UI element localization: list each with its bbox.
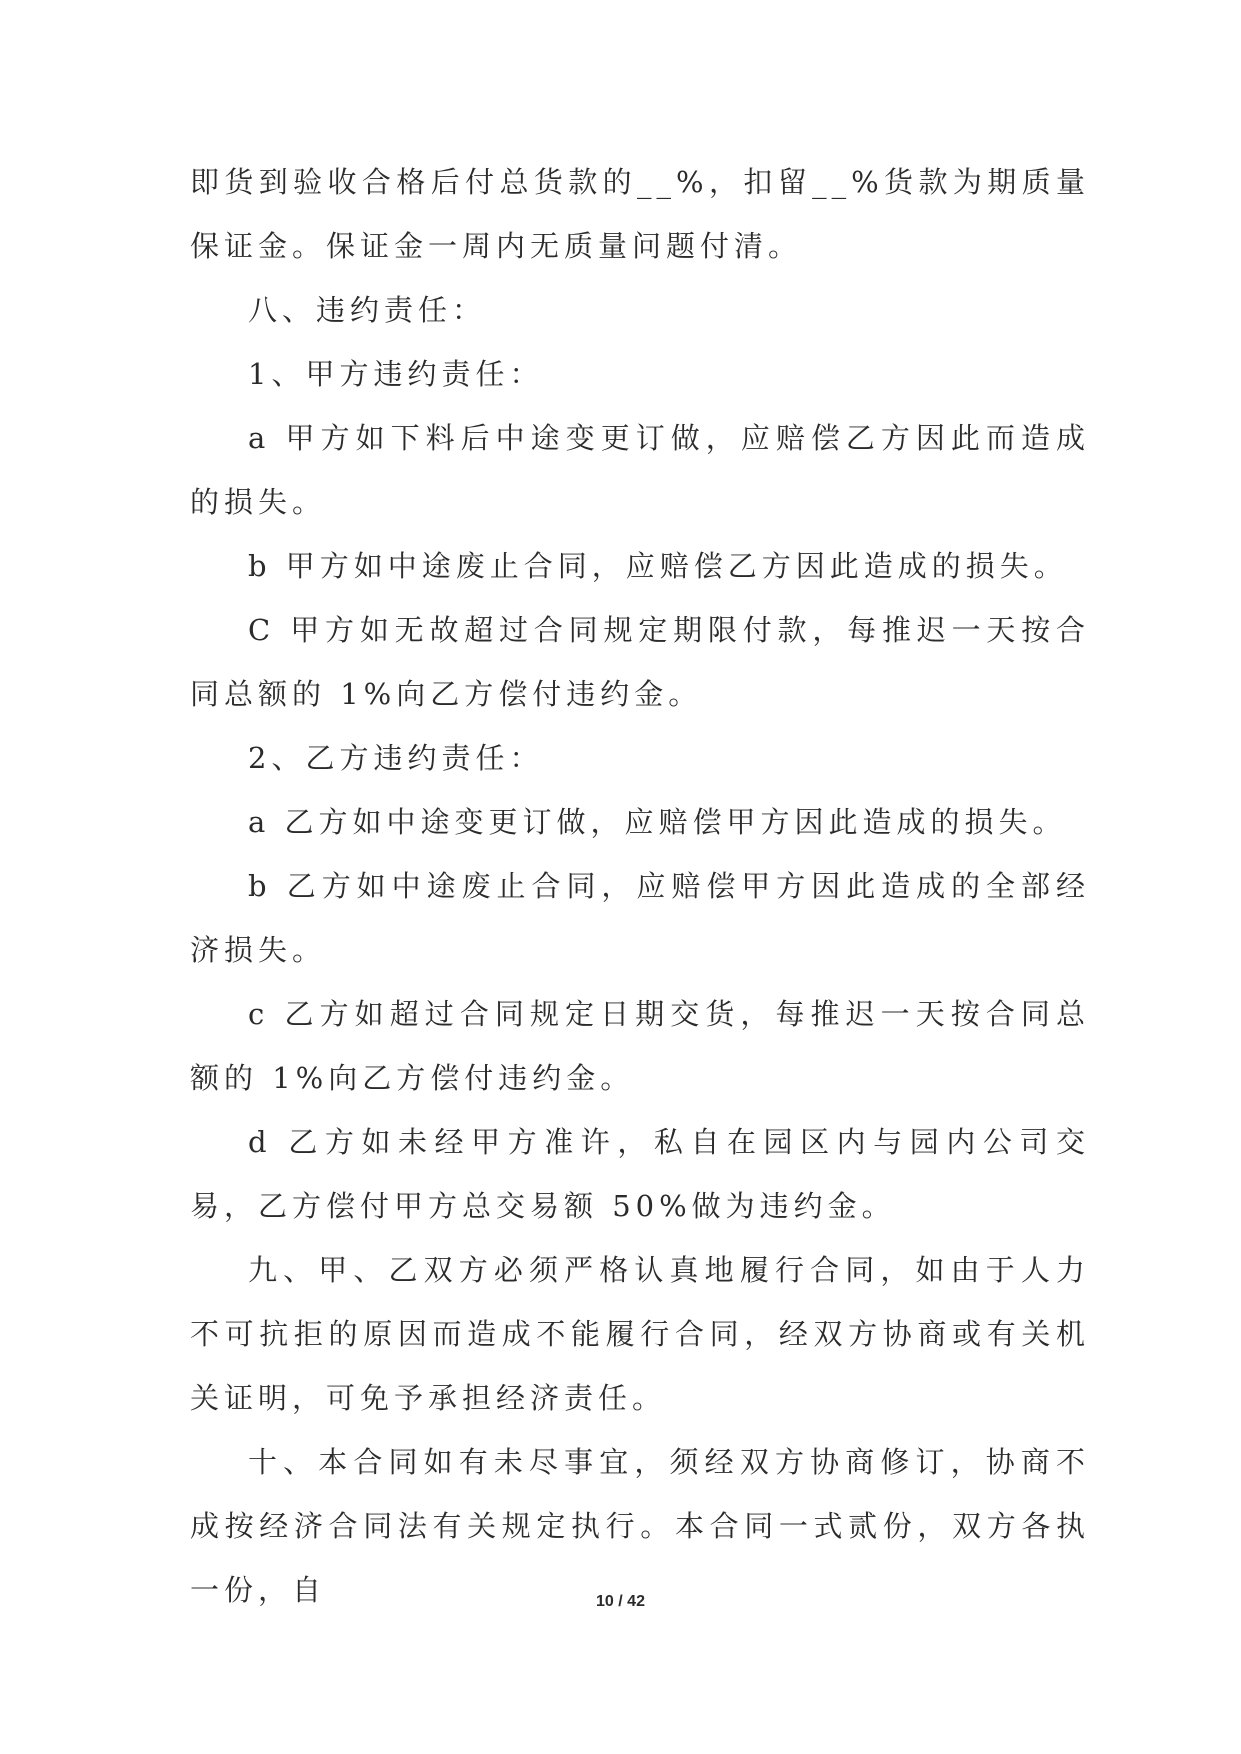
heading-breach-liability: 八、违约责任： [248,293,487,327]
paragraph-payment-terms: 即货到验收合格后付总货款的__%，扣留__%货款为期质量保证金。保证金一周内无质量问题付清。 [190,165,1090,263]
subheading-party-a-liability: 1、甲方违约责任： [248,357,544,391]
paragraph-party-a-item-b: b 甲方如中途废止合同，应赔偿乙方因此造成的损失。 [248,549,1068,583]
subheading-party-b-liability: 2、乙方违约责任： [248,741,544,775]
paragraph-party-b-item-c: c 乙方如超过合同规定日期交货，每推迟一天按合同总额的 1%向乙方偿付违约金。 [190,997,1090,1095]
paragraph-party-b-item-a: a 乙方如中途变更订做，应赔偿甲方因此造成的损失。 [248,805,1067,839]
page-number: 10 / 42 [596,1593,645,1610]
paragraph-party-b-item-b: b 乙方如中途废止合同，应赔偿甲方因此造成的全部经济损失。 [190,869,1090,967]
paragraph-clause-ten: 十、本合同如有未尽事宜，须经双方协商修订，协商不成按经济合同法有关规定执行。本合同一式贰份，双方各执一份，自 [190,1445,1090,1607]
paragraph-party-a-item-c: C 甲方如无故超过合同规定期限付款，每推迟一天按合同总额的 1%向乙方偿付违约金。 [190,613,1090,711]
document-body [190,150,1090,1622]
paragraph-party-a-item-a: a 甲方如下料后中途变更订做，应赔偿乙方因此而造成的损失。 [190,421,1090,519]
paragraph-clause-nine: 九、甲、乙双方必须严格认真地履行合同，如由于人力不可抗拒的原因而造成不能履行合同，经双方协商或有关机关证明，可免予承担经济责任。 [190,1253,1090,1415]
paragraph-party-b-item-d: d 乙方如未经甲方准许，私自在园区内与园内公司交易，乙方偿付甲方总交易额 50%做为违约金。 [190,1125,1090,1223]
